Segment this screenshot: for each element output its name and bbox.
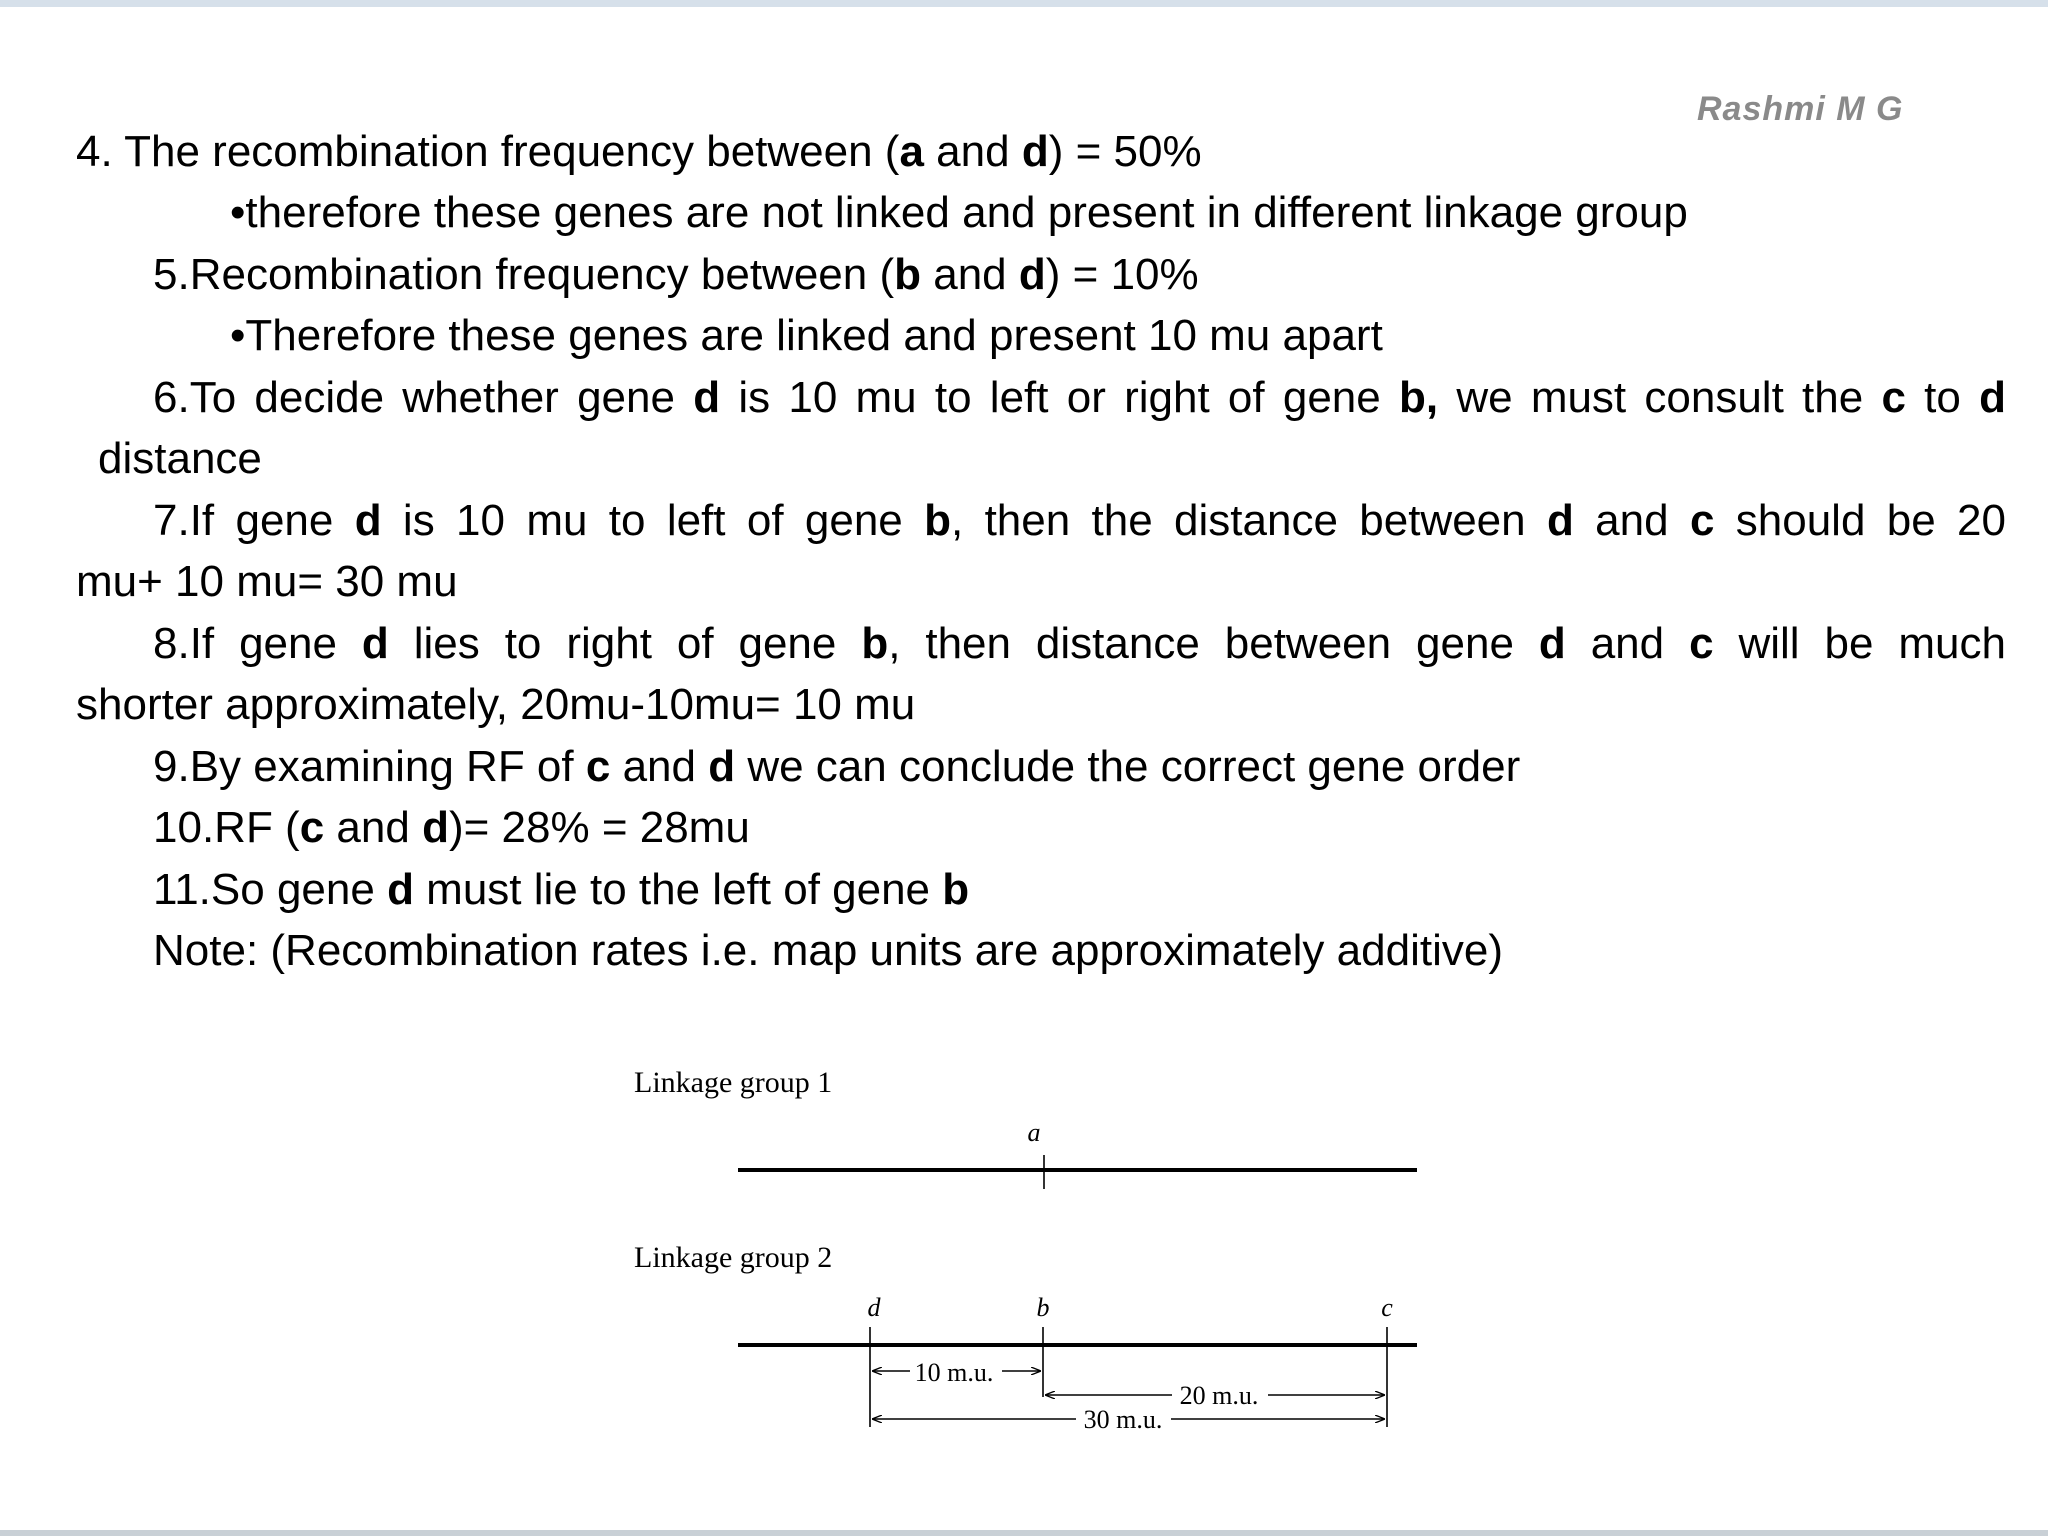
point-8-line-2 xyxy=(76,679,915,731)
text-run: •Therefore these genes are linked and present 10 mu apart xyxy=(230,311,1383,360)
gene-symbol: b xyxy=(861,619,889,668)
gene-symbol: b, xyxy=(1398,373,1439,422)
text-run: 11.So gene xyxy=(153,865,388,914)
text-run: must lie to the left of gene xyxy=(413,865,943,914)
group-2-label: Linkage group 2 xyxy=(634,1241,833,1274)
text-run: 5.Recombination frequency between ( xyxy=(153,250,895,299)
text-run: )= 28% = 28mu xyxy=(448,803,750,852)
gene-b-label: b xyxy=(1036,1293,1050,1322)
point-5 xyxy=(153,249,1199,301)
point-10 xyxy=(153,802,750,854)
text-run: , then the distance between xyxy=(951,496,1547,545)
text-run: ) = 50% xyxy=(1048,127,1202,176)
text-run: is 10 mu to left or right of gene xyxy=(720,373,1399,422)
text-run: distance xyxy=(98,434,262,483)
text-run: and xyxy=(923,127,1022,176)
point-5-bullet xyxy=(230,310,1383,362)
gene-symbol: d xyxy=(1021,127,1049,176)
text-run: and xyxy=(1565,619,1690,668)
text-run: 10.RF ( xyxy=(153,803,300,852)
text-run: 8.If gene xyxy=(153,619,362,668)
point-4-bullet xyxy=(230,187,1688,239)
bottom-band xyxy=(0,1530,2048,1536)
text-run: Note: (Recombination rates i.e. map units are approximately additive) xyxy=(153,926,1503,975)
text-run: shorter approximately, 20mu-10mu= 10 mu xyxy=(76,680,916,729)
gene-symbol: c xyxy=(585,742,611,791)
gene-a-label: a xyxy=(1027,1118,1041,1147)
text-run: lies to right of gene xyxy=(388,619,862,668)
text-run: mu+ 10 mu= 30 mu xyxy=(76,557,458,606)
text-run: 7.If gene xyxy=(153,496,355,545)
text-run: and xyxy=(921,250,1019,299)
text-run: ) = 10% xyxy=(1045,250,1199,299)
gene-symbol: d xyxy=(387,865,414,914)
gene-symbol: b xyxy=(942,865,970,914)
gene-d-label: d xyxy=(867,1293,881,1322)
gene-symbol: d xyxy=(693,373,721,422)
gene-symbol: d xyxy=(354,496,382,545)
gene-symbol: a xyxy=(899,127,924,176)
text-run: and xyxy=(324,803,423,852)
linkage-map-diagram xyxy=(620,1055,1440,1455)
text-run: we must consult the xyxy=(1438,373,1882,422)
text-run: will be much xyxy=(1713,619,2006,668)
gene-symbol: b xyxy=(924,496,951,545)
note xyxy=(153,925,1503,977)
dist-db-label: 10 m.u. xyxy=(914,1358,994,1387)
gene-symbol: d xyxy=(1979,373,2006,422)
gene-symbol: c xyxy=(1881,373,1906,422)
dist-bc-label: 20 m.u. xyxy=(1179,1381,1259,1410)
group-1-label: Linkage group 1 xyxy=(634,1066,833,1099)
linkage-map-svg xyxy=(620,1055,1440,1455)
gene-symbol: d xyxy=(1546,496,1574,545)
gene-symbol: b xyxy=(894,250,921,299)
point-4 xyxy=(76,126,1202,178)
text-run: 6.To decide whether gene xyxy=(153,373,694,422)
author-watermark: Rashmi M G xyxy=(1697,90,1904,128)
dist-dc-label: 30 m.u. xyxy=(1083,1405,1163,1434)
text-run: , then distance between gene xyxy=(888,619,1539,668)
gene-symbol: d xyxy=(422,803,449,852)
text-run: to xyxy=(1905,373,1980,422)
point-7-line-2 xyxy=(76,556,458,608)
text-run: should be 20 xyxy=(1714,496,2006,545)
point-7-line-1 xyxy=(153,495,2006,547)
point-11 xyxy=(153,864,969,916)
gene-c-label: c xyxy=(1381,1293,1393,1322)
point-6-line-1 xyxy=(153,372,2006,424)
text-run: 4. The recombination frequency between ( xyxy=(76,127,900,176)
gene-symbol: d xyxy=(708,742,736,791)
text-run: 9.By examining RF of xyxy=(153,742,586,791)
text-run: and xyxy=(610,742,709,791)
gene-symbol: d xyxy=(1018,250,1046,299)
point-9 xyxy=(153,741,1520,793)
gene-symbol: d xyxy=(1538,619,1566,668)
text-run: •therefore these genes are not linked and present in different linkage group xyxy=(230,188,1688,237)
top-band xyxy=(0,0,2048,7)
text-run: is 10 mu to left of gene xyxy=(381,496,925,545)
gene-symbol: c xyxy=(1689,496,1715,545)
text-run: and xyxy=(1573,496,1690,545)
gene-symbol: c xyxy=(1689,619,1714,668)
point-8-line-1 xyxy=(153,618,2006,670)
point-6-line-2 xyxy=(98,433,262,485)
gene-symbol: c xyxy=(299,803,325,852)
gene-symbol: d xyxy=(361,619,389,668)
text-run: we can conclude the correct gene order xyxy=(735,742,1521,791)
